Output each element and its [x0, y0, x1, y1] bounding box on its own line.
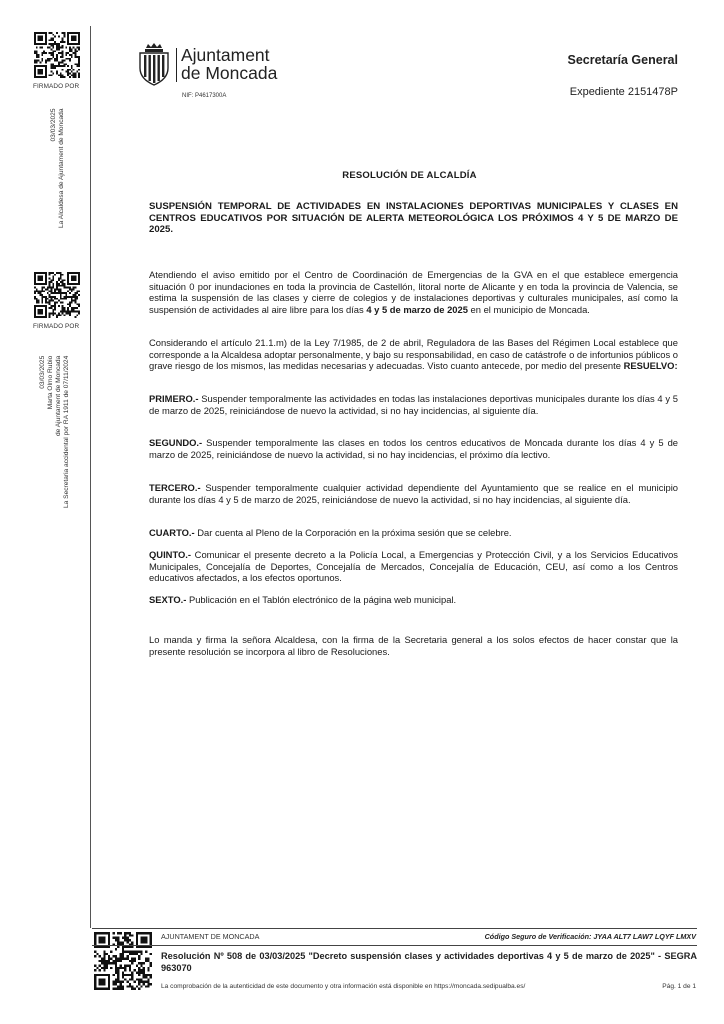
- resolution-title: RESOLUCIÓN DE ALCALDÍA: [342, 170, 477, 181]
- footer-top-rule: [92, 928, 697, 929]
- cuarto-label: CUARTO.-: [149, 527, 195, 538]
- paragraph-sexto: [149, 594, 678, 606]
- authenticity-check-text: La comprobación de la autenticidad de este documento y otra información está disponible en https://moncada.sedipualba.es/: [161, 983, 526, 990]
- paragraph-considering-warning: [149, 269, 678, 316]
- logo-separator: [176, 48, 177, 82]
- margin-divider: [90, 26, 91, 928]
- quinto-text: Comunicar el presente decreto a la Policía Local, a Emergencias y Protección Civil, y a los Servicios Educativos Municipales, Concejalía de Deportes, Concejalía de Mercados, Concejalía de Educación, CEU, así como a los Centros educativos afectados, a los efectos oportunos.: [149, 549, 678, 584]
- paragraph-segundo: [149, 437, 678, 460]
- primero-label: PRIMERO.-: [149, 393, 199, 404]
- signature-2-line3: Marta Olmo Rubio: [47, 355, 54, 410]
- qr-code-signature-2: [34, 272, 80, 318]
- nif: NIF: P4617300A: [182, 93, 227, 99]
- resuelvo-bold: RESUELVO:: [623, 360, 678, 372]
- signature-1-date: 03/03/2025: [50, 108, 57, 142]
- resolution-subject: SUSPENSIÓN TEMPORAL DE ACTIVIDADES EN INSTALACIONES DEPORTIVAS MUNICIPALES Y CLASES EN CENTROS EDUCATIVOS POR SITUACIÓN DE ALERTA METEOROLÓGICA LOS PRÓXIMOS 4 Y 5 DE MARZO DE 2025.: [149, 201, 678, 235]
- verification-code: Código Seguro de Verificación: JYAA ALT7 LAW7 LQYF LMXV: [484, 932, 696, 941]
- quinto-label: QUINTO.-: [149, 549, 192, 560]
- paragraph-closing: Lo manda y firma la señora Alcaldesa, con la firma de la Secretaria general a los solos efectos de hacer constar que la presente resolución se incorpora al libro de Resoluciones.: [149, 634, 678, 657]
- p1-dates-bold: 4 y 5 de marzo de 2025: [366, 304, 468, 316]
- signature-2-details: [39, 356, 71, 508]
- tercero-text: Suspender temporalmente cualquier actividad dependiente del Ayuntamiento que se realice en el municipio durante los días 4 y 5 de marzo de 2025, reiniciándose de nuevo la actividad, si no hay incidencias, al siguiente día.: [149, 482, 678, 505]
- page-number: Pág. 1 de 1: [662, 983, 696, 990]
- expediente-number: Expediente 2151478P: [569, 86, 678, 98]
- qr-code-verification: [94, 932, 152, 990]
- signature-2-line1: La Secretaria accidental por RA 1911 de 07/11/2024: [63, 355, 70, 508]
- department-title: Secretaría General: [567, 53, 678, 67]
- signature-1-details: [50, 108, 66, 228]
- segundo-label: SEGUNDO.-: [149, 437, 203, 448]
- signature-2-line4: 03/03/2025: [39, 355, 46, 389]
- qr-code-signature-1: [34, 32, 80, 78]
- footer-organization: AJUNTAMENT DE MONCADA: [161, 932, 260, 941]
- logo-line-1: Ajuntament: [181, 45, 270, 65]
- paragraph-quinto: [149, 549, 678, 584]
- cuarto-text: Dar cuenta al Pleno de la Corporación en la próxima sesión que se celebre.: [194, 527, 512, 538]
- paragraph-primero: [149, 393, 678, 416]
- primero-text: Suspender temporalmente las actividades en todas las instalaciones deportivas municipales durante los días 4 y 5 de marzo de 2025, reiniciándose de nuevo la actividad, si no hay incidencias, al siguiente día.: [149, 393, 678, 416]
- signed-by-label-2: FIRMADO POR: [33, 323, 80, 330]
- signature-1-name: La Alcaldesa de Ajuntament de Moncada: [58, 108, 65, 228]
- paragraph-cuarto: [149, 527, 678, 539]
- paragraph-legal-basis: [149, 337, 678, 372]
- tercero-label: TERCERO.-: [149, 482, 201, 493]
- logo-line-2: de Moncada: [181, 63, 278, 83]
- logo-wordmark: [181, 46, 277, 82]
- signature-2-line2: de Ajuntament de Moncada: [55, 355, 62, 437]
- p2-text: Considerando el artículo 21.1.m) de la Ley 7/1985, de 2 de abril, Reguladora de las Bases del Régimen Local establece que corresponde a la Alcaldesa adoptar personalmente, y bajo su responsabilidad, en caso de catástrofe o de infortunios públicos o grave riesgo de los mismos, las medidas necesarias y adecuadas. Visto cuanto antecede, por medio del presente: [149, 337, 678, 372]
- segundo-text: Suspender temporalmente las clases en todos los centros educativos de Moncada durante los días 4 y 5 de marzo de 2025, reiniciándose de nuevo la actividad, si no hay incidencias, el próximo día lectivo.: [149, 437, 678, 460]
- resolution-reference: Resolución Nº 508 de 03/03/2025 "Decreto suspensión clases y actividades deportivas 4 y 5 de marzo de 2025" - SEGRA 963070: [161, 951, 697, 973]
- paragraph-tercero: [149, 482, 678, 505]
- moncada-crest-logo: [134, 42, 174, 86]
- sexto-label: SEXTO.-: [149, 594, 187, 605]
- sexto-text: Publicación en el Tablón electrónico de la página web municipal.: [186, 594, 457, 605]
- signed-by-label-1: FIRMADO POR: [33, 83, 80, 90]
- footer-mid-rule: [92, 945, 697, 946]
- p1-text: Atendiendo el aviso emitido por el Centro de Coordinación de Emergencias de la GVA en el que establece emergencia situación 0 por inundaciones en toda la provincia de Castellón, litoral norte de Alicante y en toda la provincia de Valencia, se estima la suspensión de las clases y cierre de colegios y de instalaciones deportivas y culturales municipales, así como la suspensión de actividades al aire libre para los días: [149, 269, 678, 316]
- p1-text-end: en el municipio de Moncada.: [467, 304, 590, 316]
